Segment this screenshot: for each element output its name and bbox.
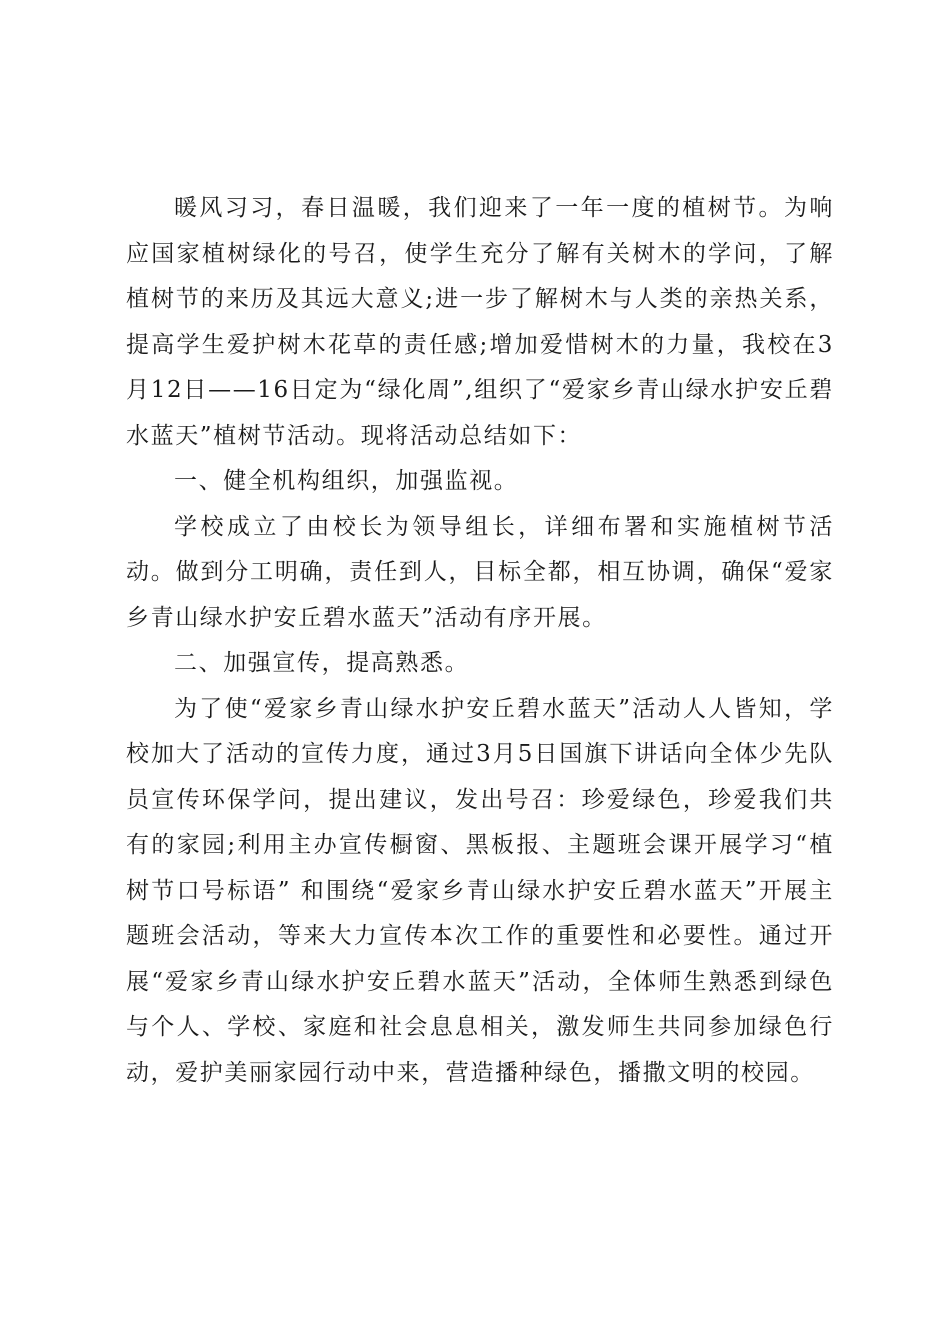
section-1-heading: 一、健全机构组织，加强监视。 <box>174 468 519 494</box>
intro-paragraph: 暖风习习，春日温暖，我们迎来了一年一度的植树节。为响应国家植树绿化的号召，使学生充分了解有关树木的学问，了解植树节的来历及其远大意义;进一步了解树木与人类的亲热关系，提高学生爱护树木花草的责任感;增加爱惜树木的力量，我校在3月12日——16日定为“绿化周”,组织了“爱家乡青山绿水护安丘碧水蓝天”植树节活动。现将活动总结如下： <box>126 195 834 449</box>
section-2-paragraph: 为了使“爱家乡青山绿水护安丘碧水蓝天”活动人人皆知，学校加大了活动的宣传力度，通过3月5日国旗下讲话向全体少先队员宣传环保学问，提出建议，发出号召：珍爱绿色，珍爱我们共有的家园;利用主办宣传橱窗、黑板报、主题班会课开展学习“植树节口号标语” 和围绕“爱家乡青山绿水护安丘碧水蓝天”开展主题班会活动，等来大力宣传本次工作的重要性和必要性。通过开展“爱家乡青山绿水护安丘碧水蓝天”活动，全体师生熟悉到绿色与个人、学校、家庭和社会息息相关，激发师生共同参加绿色行动，爱护美丽家园行动中来，营造播种绿色，播撒文明的校园。 <box>126 695 834 1086</box>
section-2-heading: 二、加强宣传，提高熟悉。 <box>174 650 470 676</box>
document-body <box>126 186 834 1096</box>
section-1-paragraph: 学校成立了由校长为领导组长，详细布署和实施植树节活动。做到分工明确，责任到人，目标全都，相互协调，确保“爱家乡青山绿水护安丘碧水蓝天”活动有序开展。 <box>126 513 834 631</box>
